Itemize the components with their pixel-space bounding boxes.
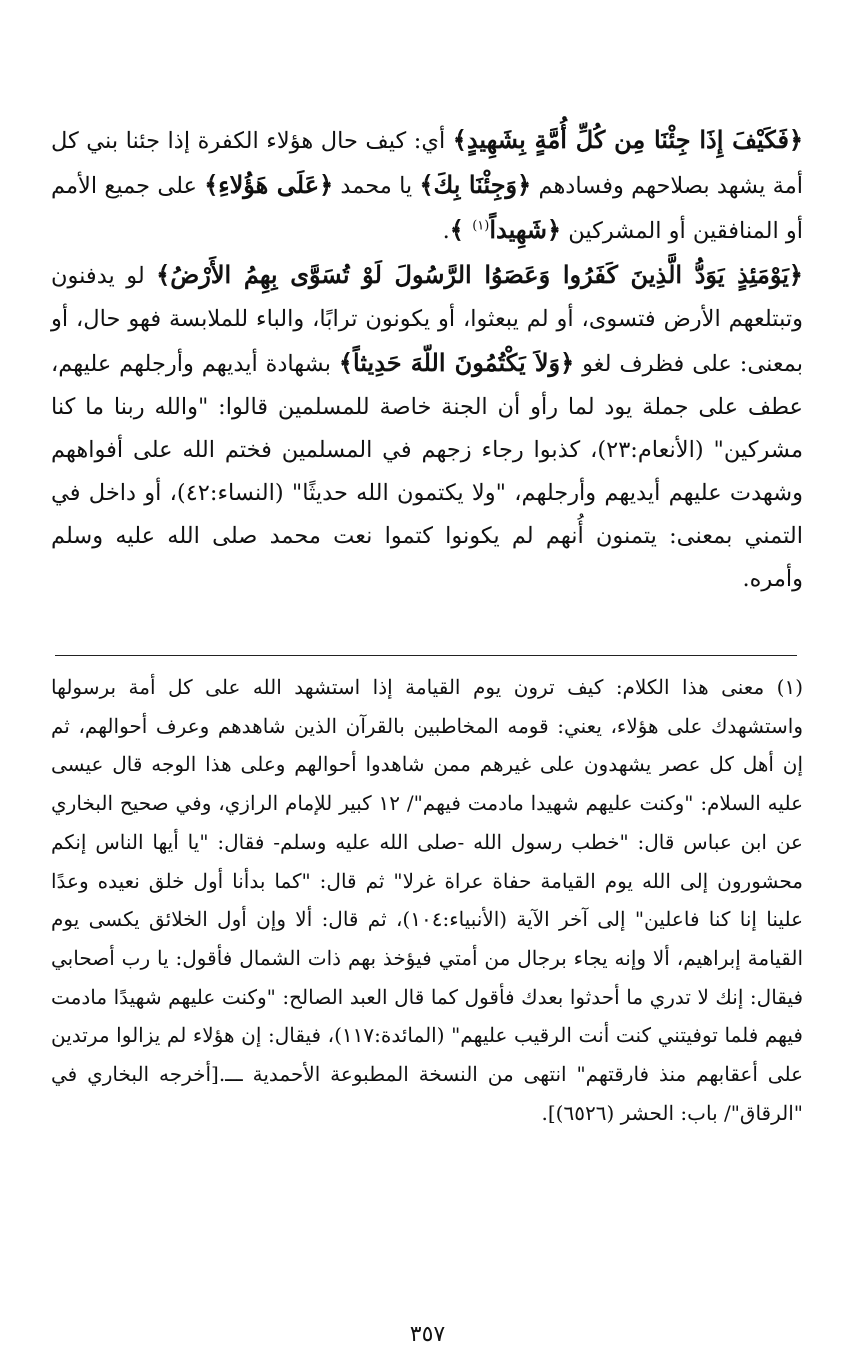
commentary-text: أي: كيف حال هؤلاء الكفرة إذا جئنا بني كل أمة يشهد بصلاحهم وفسادهم	[51, 128, 804, 199]
quran-verse: ﴿فَكَيْفَ إِذَا جِئْنَا مِن كُلِّ أُمَّةٍ بِشَهِيدٍ﴾	[452, 125, 804, 154]
footnote-marker[interactable]: (١)	[472, 218, 490, 234]
commentary-text: بشهادة أيديهم وأرجلهم عليهم، عطف على جملة يود لما رأو أن الجنة خاصة للمسلمين قالوا: "والله ربنا ما كنا مشركين" (الأنعام:٢٣)، كذبوا رجاء زجهم في المسلمين فختم الله على أفواههم وشهدت عليهم أيديهم وأرجلهم، "ولا يكتمون الله حديثًا" (النساء:٤٢)، أو داخل في التمني بمعنى: يتمنون أُنهم لم يكونوا كتموا نعت محمد صلى الله عليه وسلم وأمره.	[51, 351, 803, 592]
quran-verse: ﴿شَهِيداً	[489, 215, 562, 244]
quran-verse: ﴿عَلَى هَؤُلاءِ﴾	[204, 170, 334, 199]
main-text	[51, 118, 803, 601]
footnote-separator	[55, 655, 797, 656]
paragraph-2	[51, 253, 803, 601]
quran-verse: ﴿يَوْمَئِذٍ يَوَدُّ الَّذِينَ كَفَرُوا وَعَصَوُا الرَّسُولَ لَوْ تُسَوَّى بِهِمُ الأَرْضُ﴾	[156, 260, 803, 289]
footnote-text: (١) معنى هذا الكلام: كيف ترون يوم القيامة إذا استشهد الله على كل أمة برسولها واستشهدك على هؤلاء، يعني: قومه المخاطبين بالقرآن الذين شاهدهم وعرف أحوالهم، ثم إن أهل كل عصر يشهدون على غيرهم ممن شاهدوا أحوالهم وعلى هذا الوجه قال عيسى عليه السلام: "وكنت عليهم شهيدا مادمت فيهم"/ ١٢ كبير للإمام الرازي، وفي صحيح البخاري عن ابن عباس قال: "خطب رسول الله -صلى الله عليه وسلم- فقال: "يا أيها الناس إنكم محشورون إلى الله يوم القيامة حفاة عراة غرلا" ثم قال: "كما بدأنا أول خلق نعيده وعدًا علينا إنا كنا فاعلين" إلى آخر الآية (الأنبياء:١٠٤)، ثم قال: ألا وإن أول الخلائق يكسى يوم القيامة إبراهيم، ألا وإنه يجاء برجال من أمتي فيؤخذ بهم ذات الشمال فأقول: يا رب أصحابي فيقال: إنك لا تدري ما أحدثوا بعدك فأقول كما قال العبد الصالح: "وكنت عليهم شهيدًا مادمت فيهم فلما توفيتني كنت أنت الرقيب عليهم" (المائدة:١١٧)، فيقال: إن هؤلاء لم يزالوا مرتدين على أعقابهم منذ فارقتهم" انتهى من النسخة المطبوعة الأحمدية ـــ.[أخرجه البخاري في "الرقاق"/ باب: الحشر (٦٥٢٦)].	[51, 675, 804, 1125]
commentary-text: على جميع الأمم أو المنافقين أو المشركين	[51, 173, 803, 244]
quran-verse-end: ﴾	[449, 215, 473, 244]
page-number: ٣٥٧	[409, 1322, 446, 1347]
footnote	[51, 668, 803, 1132]
paragraph-1	[51, 118, 803, 253]
commentary-text: .	[442, 218, 450, 244]
commentary-text: يا محمد	[333, 173, 420, 199]
commentary-text: لو يدفنون وتبتلعهم الأرض فتسوى، أو لم يبعثوا، أو يكونون ترابًا، والباء للملابسة فهو حال، أو بمعنى: على فظرف لغو	[51, 263, 803, 377]
quran-verse: ﴿وَلاَ يَكْتُمُونَ اللّهَ حَدِيثاً﴾	[338, 348, 575, 377]
quran-verse: ﴿وَجِئْنَا بِكَ﴾	[419, 170, 532, 199]
